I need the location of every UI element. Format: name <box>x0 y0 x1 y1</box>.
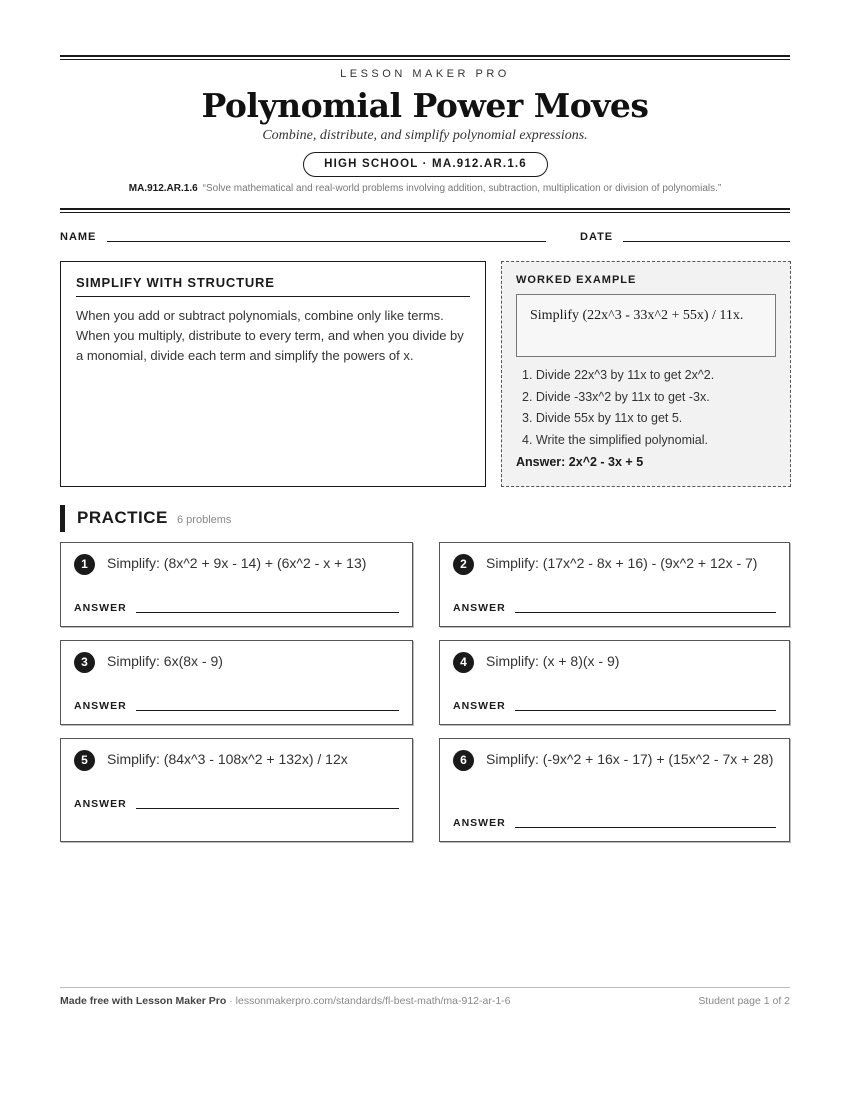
problem-card-6 <box>439 738 790 842</box>
step-item: 2. Divide -33x^2 by 11x to get -3x. <box>522 389 710 404</box>
footer-url[interactable]: · lessonmakerpro.com/standards/fl-best-math/ma-912-ar-1-6 <box>226 995 511 1007</box>
date-label: DATE <box>580 231 614 243</box>
problem-number: 1 <box>74 554 95 575</box>
problem-number: 3 <box>74 652 95 673</box>
date-field[interactable] <box>623 241 790 242</box>
worked-example-problem: Simplify (22x^3 - 33x^2 + 55x) / 11x. <box>516 294 776 357</box>
name-field[interactable] <box>107 241 546 242</box>
problem-number: 2 <box>453 554 474 575</box>
page-title: Polynomial Power Moves <box>201 86 649 125</box>
concept-body: When you add or subtract polynomials, combine only like terms. When you multiply, distribute to every term, and when you divide by a monomial, divide each term and simplify the powers of x. <box>76 308 464 363</box>
answer-label: ANSWER <box>453 700 506 712</box>
answer-field[interactable] <box>515 827 776 828</box>
answer-label: ANSWER <box>453 817 506 829</box>
problem-text: Simplify: (17x^2 - 8x + 16) - (9x^2 + 12x - 7) <box>486 555 758 571</box>
answer-label: ANSWER <box>74 602 127 614</box>
problem-card-5 <box>60 738 413 842</box>
problem-number: 5 <box>74 750 95 771</box>
footer-page-number: Student page 1 of 2 <box>698 995 790 1007</box>
footer-credit <box>60 995 511 1007</box>
problem-text: Simplify: (-9x^2 + 16x - 17) + (15x^2 - 7x + 28) <box>486 751 774 767</box>
standard-code: MA.912.AR.1.6 <box>128 183 198 194</box>
name-label: NAME <box>60 231 97 243</box>
answer-label: ANSWER <box>74 798 127 810</box>
practice-accent-bar <box>60 505 65 532</box>
worked-example-answer: Answer: 2x^2 - 3x + 5 <box>516 455 644 469</box>
concept-heading: SIMPLIFY WITH STRUCTURE <box>76 275 470 297</box>
practice-count: 6 problems <box>177 514 232 526</box>
worked-example-heading: WORKED EXAMPLE <box>516 274 637 286</box>
answer-label: ANSWER <box>74 700 127 712</box>
brand-name: LESSON MAKER PRO <box>340 68 510 80</box>
problem-text: Simplify: (84x^3 - 108x^2 + 132x) / 12x <box>107 751 348 767</box>
standard-description <box>0 183 850 194</box>
step-item: 4. Write the simplified polynomial. <box>522 432 708 447</box>
step-item: 3. Divide 55x by 11x to get 5. <box>522 411 683 425</box>
grade-standard-badge: HIGH SCHOOL · MA.912.AR.1.6 <box>303 152 548 177</box>
worked-example-steps <box>516 365 776 451</box>
problem-number: 4 <box>453 652 474 673</box>
concept-box <box>60 261 486 487</box>
footer-made-with: Made free with Lesson Maker Pro <box>60 995 227 1007</box>
problem-card-2 <box>439 542 790 627</box>
header-bottom-rule <box>60 208 790 213</box>
footer-rule <box>60 987 790 988</box>
worked-example-box <box>501 261 791 487</box>
top-rule <box>60 55 790 60</box>
standard-text: “Solve mathematical and real-world problems involving addition, subtraction, multiplication or division of polynomials.” <box>202 183 722 194</box>
problem-card-4 <box>439 640 790 725</box>
problem-card-1 <box>60 542 413 627</box>
answer-field[interactable] <box>136 808 399 809</box>
problem-text: Simplify: 6x(8x - 9) <box>107 653 223 669</box>
answer-field[interactable] <box>136 612 399 613</box>
problem-text: Simplify: (8x^2 + 9x - 14) + (6x^2 - x + 13) <box>107 555 367 571</box>
answer-field[interactable] <box>515 710 776 711</box>
problem-card-3 <box>60 640 413 725</box>
answer-label: ANSWER <box>453 602 506 614</box>
answer-field[interactable] <box>515 612 776 613</box>
page-subtitle: Combine, distribute, and simplify polynomial expressions. <box>262 128 588 143</box>
step-item: 1. Divide 22x^3 by 11x to get 2x^2. <box>522 368 715 382</box>
practice-title: PRACTICE <box>77 508 168 527</box>
problem-number: 6 <box>453 750 474 771</box>
answer-field[interactable] <box>136 710 399 711</box>
problem-text: Simplify: (x + 8)(x - 9) <box>486 653 620 669</box>
